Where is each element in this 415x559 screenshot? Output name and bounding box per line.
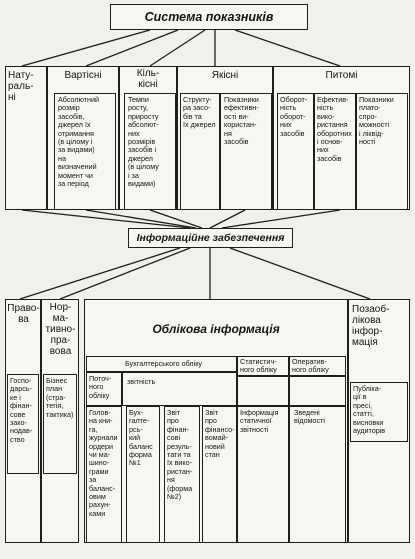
normatyvna-label: Нор- ма- тивно- пра- вова: [45, 302, 76, 357]
vartisni-label: Вартісні: [64, 70, 102, 81]
oper-detail-text: Зведені відомості: [294, 408, 326, 426]
pytomi-detail-1-box: [277, 93, 314, 210]
stat-header: [237, 356, 289, 376]
pravova-detail-box: [7, 374, 39, 474]
buh-header: [86, 356, 237, 372]
yakisni-label: Якісні: [211, 70, 239, 81]
yakisni-detail-2: Показники ефективн- ості ви- користан- ня засобів: [224, 95, 259, 147]
pytomi-detail-2-box: [314, 93, 356, 210]
oblikova-label: Облікова інформація: [152, 322, 280, 336]
pytomi-detail-3: Показники плато- спро- можності і ліквід- ності: [359, 95, 394, 147]
naturalni-box: [5, 66, 47, 210]
normatyvna-detail: Бізнес план (стра- тегія, тактика): [46, 376, 74, 419]
golovna-text: Голов- на кни- га, журнали ордери чи ма- шино- грами за баланс- овим рахун- ками: [89, 408, 118, 518]
oper-sub-header: [289, 376, 346, 406]
pozaoblikova-detail: Публіка- ції в пресі, статті, висновки аудиторів: [353, 384, 386, 436]
stat-detail-text: Інформація статичної звітності: [240, 408, 279, 434]
finrez-text: Звіт про фінан- сові резуль- тати та їх вико- ристан- ня (форма №2): [167, 408, 193, 502]
finrez-cell: [164, 406, 200, 543]
buh-label: Бухгалтерського обліку: [124, 359, 203, 368]
potochnyi-header: [86, 372, 122, 406]
balans-cell: [126, 406, 160, 543]
potochnyi-label: Поточ- ного обліку: [89, 374, 112, 400]
finmain-cell: [202, 406, 237, 543]
pozaoblikova-label: Позаоб- лікова інфор- мація: [352, 304, 390, 348]
page-title: Система показників: [144, 10, 274, 24]
pytomi-detail-1: Оборот- ність оборот- них засобів: [280, 95, 308, 138]
kilkisni-detail-box: [124, 93, 176, 210]
pytomi-label: Питомі: [325, 70, 358, 81]
stat-detail-cell: [237, 406, 289, 543]
vartisni-detail: Абсолютний розмір засобів, джерел їх отримання (в цілому і за видами) на визначений момент чи за період: [58, 95, 100, 189]
yakisni-detail-2-box: [220, 93, 272, 210]
info-support-label: Інформаційне забезпечення: [136, 232, 285, 244]
vartisni-detail-box: [54, 93, 116, 210]
normatyvna-detail-box: [43, 374, 77, 474]
kilkisni-detail: Темпи росту, приросту абсолют- них розмірів засобів і джерел (в цілому і за видами): [128, 95, 159, 189]
oper-label: Оператив- ного обліку: [292, 357, 329, 375]
balans-text: Бух- галте- рсь- кий баланс форма №1: [129, 408, 153, 468]
zvitnist-label: звітність: [127, 377, 156, 386]
pytomi-detail-2: Ефектив- ність вико- ристання оборотних і основ- них засобів: [317, 95, 352, 163]
pozaoblikova-detail-box: [350, 382, 408, 442]
naturalni-label: Нату- раль- ні: [8, 70, 34, 103]
pytomi-detail-3-box: [356, 93, 408, 210]
stat-label: Статистич- ного обліку: [240, 357, 277, 375]
yakisni-detail-1-box: [180, 93, 220, 210]
finmain-text: Звіт про фінансо- вомай- новий стан: [205, 408, 235, 460]
golovna-cell: [86, 406, 122, 543]
stat-sub-header: [237, 376, 289, 406]
oper-header: [289, 356, 346, 376]
info-support-box: [128, 228, 293, 248]
oper-detail-cell: [289, 406, 346, 543]
pravova-label: Право- ва: [7, 303, 40, 325]
yakisni-detail-1: Структу- ра засо- бів та їх джерел: [183, 95, 216, 130]
title-box: [110, 4, 308, 30]
kilkisni-label: Кіль- кісні: [136, 68, 160, 90]
pravova-detail: Госпо- дарсь- ке і фінан- сове зако- нодав- ство: [10, 376, 33, 444]
zvitnist-header: [122, 372, 237, 406]
